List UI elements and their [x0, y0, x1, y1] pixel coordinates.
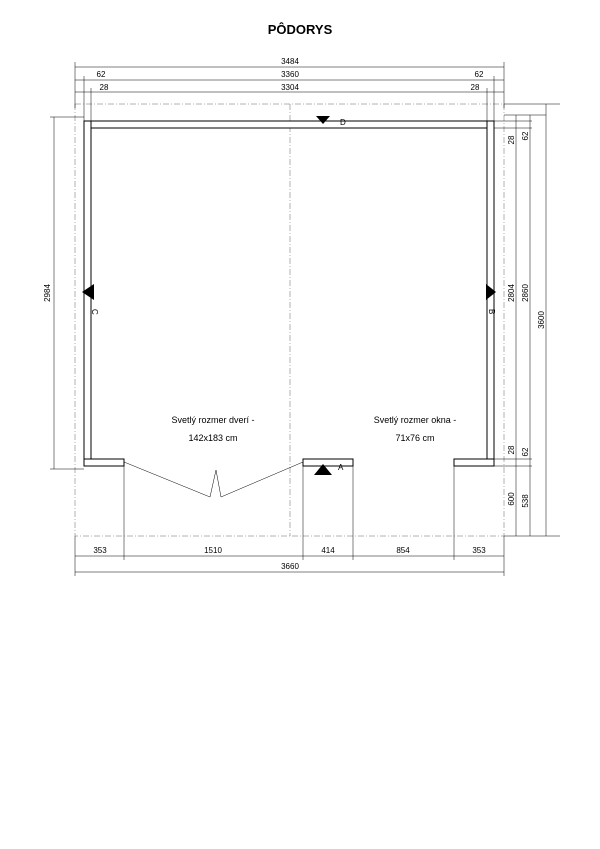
wall-front-right [454, 459, 494, 466]
svg-text:A: A [338, 463, 344, 472]
svg-text:28: 28 [470, 83, 480, 92]
svg-text:28: 28 [99, 83, 109, 92]
svg-text:62: 62 [521, 131, 530, 141]
svg-text:3600: 3600 [537, 311, 546, 329]
window-note [374, 415, 457, 443]
wall-front-left [84, 459, 124, 466]
wall-front-middle [303, 459, 353, 466]
svg-text:28: 28 [507, 445, 516, 455]
svg-text:C: C [90, 309, 99, 315]
svg-text:3660: 3660 [281, 562, 299, 571]
svg-text:3360: 3360 [281, 70, 299, 79]
svg-text:1510: 1510 [204, 546, 222, 555]
svg-text:28: 28 [507, 135, 516, 145]
svg-text:600: 600 [507, 492, 516, 506]
door-swing [124, 462, 303, 497]
svg-text:62: 62 [521, 447, 530, 457]
dim-bottom-total [75, 562, 504, 572]
dim-top-3360 [75, 70, 504, 121]
svg-text:D: D [340, 118, 346, 127]
svg-text:71x76 cm: 71x76 cm [395, 433, 435, 443]
svg-text:2804: 2804 [507, 284, 516, 302]
svg-text:353: 353 [93, 546, 107, 555]
dim-right-2804 [507, 115, 516, 536]
svg-text:2984: 2984 [43, 284, 52, 302]
wall-back [84, 121, 494, 128]
svg-text:538: 538 [521, 494, 530, 508]
svg-text:353: 353 [472, 546, 486, 555]
page-title: PÔDORYS [267, 22, 333, 37]
door-note [171, 415, 254, 443]
dim-right-2860 [521, 115, 530, 536]
dim-right-3600 [537, 104, 546, 536]
svg-text:B: B [487, 309, 496, 315]
svg-text:3484: 3484 [281, 57, 299, 66]
svg-text:3304: 3304 [281, 83, 299, 92]
svg-text:Svetlý rozmer dverí -: Svetlý rozmer dverí - [171, 415, 255, 425]
svg-text:62: 62 [474, 70, 484, 79]
svg-text:62: 62 [96, 70, 106, 79]
dim-bottom-segments [75, 466, 504, 576]
svg-text:2860: 2860 [521, 284, 530, 302]
dim-top-3304 [75, 83, 504, 121]
svg-text:854: 854 [396, 546, 410, 555]
roof-outline [75, 104, 504, 536]
svg-text:414: 414 [321, 546, 335, 555]
svg-text:142x183 cm: 142x183 cm [188, 433, 238, 443]
dim-left-2984 [43, 117, 84, 469]
svg-text:Svetlý rozmer okna -: Svetlý rozmer okna - [373, 415, 457, 425]
